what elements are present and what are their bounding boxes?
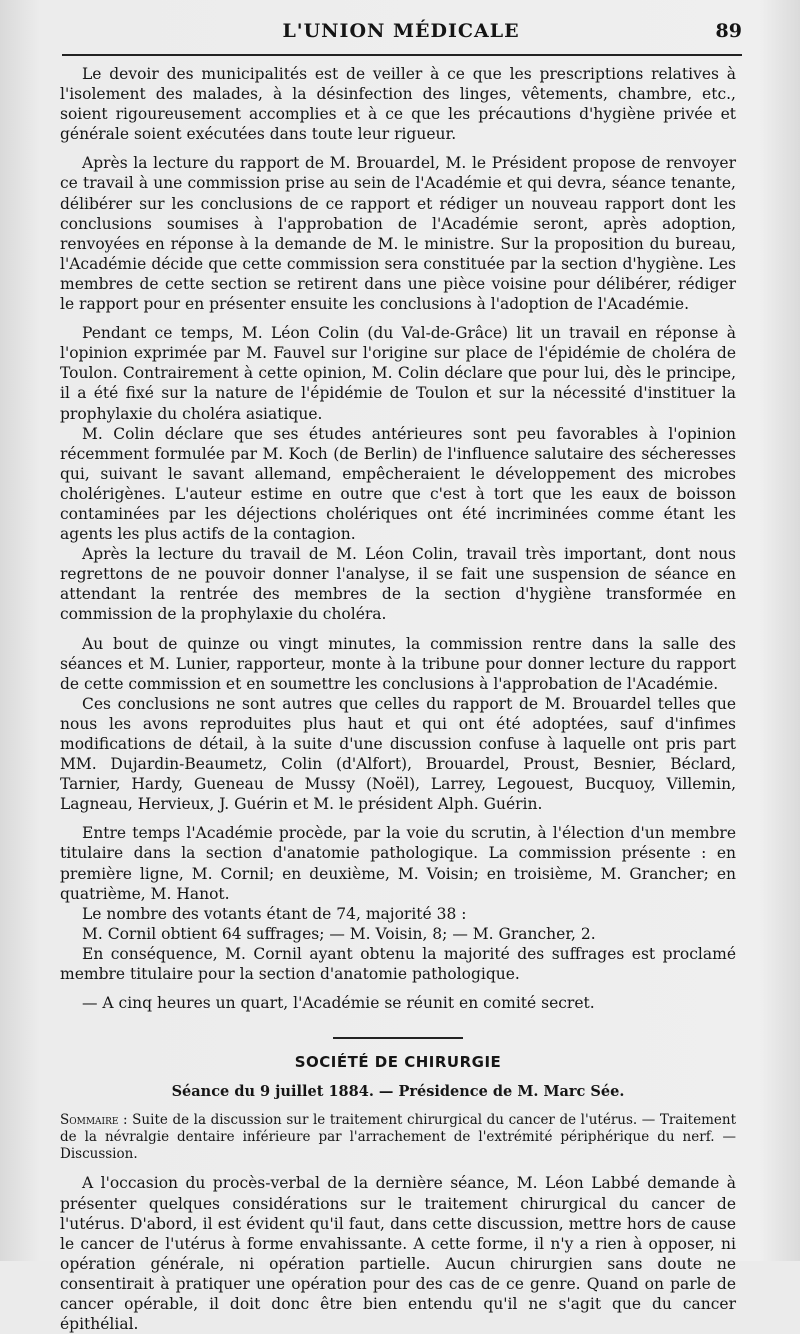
page-header — [60, 18, 742, 48]
paragraph: Ces conclusions ne sont autres que celles du rapport de M. Brouardel telles que nous les avons reproduites plus haut et qui ont été adoptées, sauf d'infimes modifications de détail, à la suite d'une discussion confuse à laquelle ont pris part MM. Dujardin-Beaumetz, Colin (d'Alfort), Brouardel, Proust, Besnier, Béclard, Tarnier, Hardy, Gueneau de Mussy (Noël), Larrey, Legouest, Bucquoy, Villemin, Lagneau, Hervieux, J. Guérin et M. le président Alph. Guérin. — [60, 694, 736, 814]
running-title: L'UNION MÉDICALE — [282, 20, 520, 42]
paragraph: — A cinq heures un quart, l'Académie se réunit en comité secret. — [82, 994, 595, 1013]
section-separator — [333, 1037, 463, 1039]
paragraph: M. Colin déclare que ses études antérieures sont peu favorables à l'opinion récemment formulée par M. Koch (de Berlin) de l'influence salutaire des sécheresses qui, suivant le savant allemand, empêcheraient le développement des microbes cholérigènes. L'auteur estime en outre que c'est à tort que les eaux de boisson contaminées par les déjections cholériques ont été incriminées comme étant les agents les plus actifs de la contagion. — [60, 424, 736, 544]
summary-label: Sommaire — [60, 1112, 119, 1129]
summary — [60, 1112, 736, 1163]
paragraph: Au bout de quinze ou vingt minutes, la commission rentre dans la salle des séances et M. Lunier, rapporteur, monte à la tribune pour donner lecture du rapport de cette commission et en soumettre les conclusions à l'approbation de l'Académie. — [60, 634, 736, 693]
summary-text: : Suite de la discussion sur le traitement chirurgical du cancer de l'utérus. — Traitement de la névralgie dentaire inférieure par l'arrachement de l'extrémité périphérique du nerf. — Discussion. — [60, 1112, 736, 1163]
seance-line: Séance du 9 juillet 1884. — Présidence de M. Marc Sée. — [171, 1083, 625, 1101]
section-paragraph: A l'occasion du procès-verbal de la dernière séance, M. Léon Labbé demande à présenter quelques considérations sur le traitement chirurgical du cancer de l'utérus. D'abord, il est évident qu'il faut, dans cette discussion, mettre hors de cause le cancer de l'utérus à forme envahissante. A cette forme, il n'y a rien à opposer, ni opération générale, ni opération partielle. Aucun chirurgien sans doute ne consentirait à pratiquer une opération pour des cas de ce genre. Quand on parle de cancer opérable, il doit donc être bien entendu qu'il ne s'agit que du cancer épithélial. — [60, 1174, 736, 1334]
page-number: 89 — [715, 20, 742, 42]
paragraph: Entre temps l'Académie procède, par la voie du scrutin, à l'élection d'un membre titulaire dans la section d'anatomie pathologique. La commission présente : en première ligne, M. Cornil; en deuxième, M. Voisin; en troisième, M. Grancher; en quatrième, M. Hanot. — [60, 824, 736, 903]
paragraph: Le devoir des municipalités est de veiller à ce que les prescriptions relatives à l'isolement des malades, à la désinfection des linges, vêtements, chambre, etc., soient rigoureusement accomplies et à ce que les précautions d'hygiène privée et générale soient exécutées dans toute leur rigueur. — [60, 65, 736, 144]
paragraph: M. Cornil obtient 64 suffrages; — M. Voisin, 8; — M. Grancher, 2. — [82, 924, 596, 943]
paragraph: Pendant ce temps, M. Léon Colin (du Val-de-Grâce) lit un travail en réponse à l'opinion exprimée par M. Fauvel sur l'origine sur place de l'épidémie de choléra de Toulon. Contrairement à cette opinion, M. Colin déclare que pour lui, dès le principe, il a été fixé sur la nature de l'épidémie de Toulon et sur la nécessité d'instituer la prophylaxie du choléra asiatique. — [60, 324, 736, 423]
paragraph: Après la lecture du travail de M. Léon Colin, travail très important, dont nous regrettons de ne pouvoir donner l'analyse, il se fait une suspension de séance en attendant la rentrée des membres de la section d'hygiène transformée en commission de la prophylaxie du choléra. — [60, 545, 736, 624]
paragraph: Après la lecture du rapport de M. Brouardel, M. le Président propose de renvoyer ce travail à une commission prise au sein de l'Académie et qui devra, séance tenante, délibérer sur les conclusions de ce rapport et rédiger un nouveau rapport dont les conclusions soumises à l'approbation de l'Académie seront, après adoption, renvoyées en réponse à la demande de M. le ministre. Sur la proposition du bureau, l'Académie décide que cette commission sera constituée par la section d'hygiène. Les membres de cette section se retirent dans une pièce voisine pour délibérer, rédiger le rapport pour en présenter ensuite les conclusions à l'adoption de l'Académie. — [60, 154, 736, 314]
section-title: SOCIÉTÉ DE CHIRURGIE — [294, 1053, 502, 1072]
header-rule — [62, 54, 742, 56]
paragraph: Le nombre des votants étant de 74, majorité 38 : — [82, 904, 467, 923]
paragraph: En conséquence, M. Cornil ayant obtenu la majorité des suffrages est proclamé membre titulaire pour la section d'anatomie pathologique. — [60, 944, 736, 984]
article-body — [60, 64, 736, 1334]
